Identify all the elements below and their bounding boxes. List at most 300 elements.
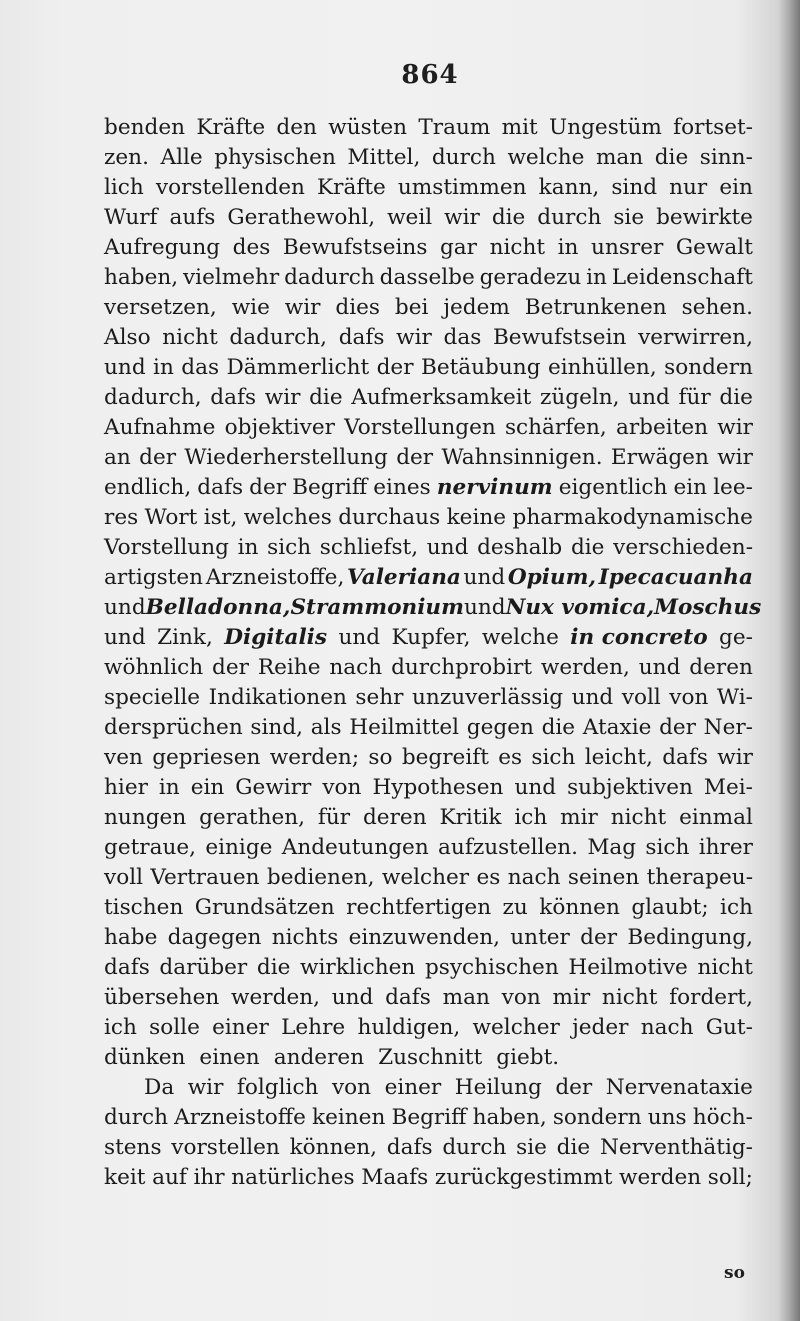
text-line — [104, 593, 762, 623]
word: Heilmotive — [568, 955, 688, 980]
text-line — [104, 203, 753, 233]
word: glaubt; — [631, 895, 709, 920]
word-gap — [185, 1043, 199, 1073]
word: einhüllen, — [547, 355, 657, 380]
word: wir — [717, 445, 753, 470]
word: Dämmerlicht — [226, 355, 370, 380]
word: Aufnahme — [104, 415, 216, 440]
word: Begriff — [391, 1105, 467, 1130]
word: Heilmittel — [349, 715, 460, 740]
word: sehr — [355, 685, 404, 710]
word: sinn- — [699, 145, 753, 170]
text-line — [104, 293, 753, 323]
word: und — [628, 385, 670, 410]
text-line — [104, 683, 753, 713]
word: können, — [289, 1135, 378, 1160]
word: unzuverlässig — [412, 685, 564, 710]
word: Hypothesen — [372, 775, 504, 800]
word: nichts — [271, 925, 339, 950]
word: lich — [104, 175, 144, 200]
word: wöhnlich — [104, 655, 204, 680]
word: durch — [431, 145, 496, 170]
word: bedienen, — [266, 865, 375, 890]
word: anderen — [273, 1045, 365, 1070]
word: des — [232, 235, 271, 260]
word: lee- — [713, 475, 753, 500]
word: verschieden- — [613, 535, 753, 560]
text-line — [104, 563, 753, 593]
word: vielmehr — [182, 265, 280, 290]
text-line — [104, 1163, 753, 1193]
word: in — [153, 355, 174, 380]
word: Vorstellung — [104, 535, 229, 560]
word: dafs — [338, 325, 385, 350]
word: dafs — [662, 745, 708, 770]
word: Arzneistoffe — [174, 1105, 306, 1130]
text-line — [104, 383, 753, 413]
word: welcher — [472, 1015, 560, 1040]
word: wir — [187, 1075, 224, 1100]
word: aufs — [169, 205, 216, 230]
word: der — [555, 1075, 593, 1100]
word: ist, — [203, 505, 238, 530]
word: Aufregung — [104, 235, 221, 260]
word: mir — [560, 805, 598, 830]
word: keit — [104, 1165, 146, 1190]
word: unter — [510, 925, 570, 950]
word: Wi- — [716, 685, 753, 710]
word: von — [501, 985, 541, 1010]
text-line — [104, 1073, 753, 1103]
text-line — [104, 413, 753, 443]
text-line — [104, 713, 753, 743]
word: durch — [442, 1135, 507, 1160]
word: Ungestüm — [549, 115, 662, 140]
word: vorstellen — [171, 1135, 280, 1160]
word: dafs — [385, 985, 431, 1010]
word: und — [426, 535, 469, 560]
word-gap — [260, 1043, 274, 1073]
text-line — [104, 863, 753, 893]
word: sehen. — [681, 295, 753, 320]
word: man — [595, 145, 644, 170]
word: die — [654, 145, 689, 170]
word: in — [237, 535, 259, 560]
word: folglich — [236, 1075, 319, 1100]
text-line — [104, 473, 753, 503]
word: Betäubung — [420, 355, 541, 380]
word: solle — [149, 1015, 200, 1040]
word: die — [491, 205, 526, 230]
word: in — [586, 265, 607, 290]
word: keinen — [312, 1105, 386, 1130]
word: der — [376, 355, 414, 380]
word: sind, — [250, 715, 304, 740]
word: es — [498, 745, 523, 770]
word: benden — [104, 115, 186, 140]
word: zurückgestimmt — [434, 1165, 613, 1190]
text-line — [104, 623, 753, 653]
word: Bedingung, — [627, 925, 753, 950]
word: Mei- — [703, 775, 753, 800]
word: soll; — [707, 1165, 753, 1190]
word: darüber — [159, 955, 248, 980]
page-edge-shadow — [778, 0, 800, 1321]
word: nungen — [104, 805, 187, 830]
word: dasselbe — [379, 265, 475, 290]
word: Bewufstseins — [282, 235, 428, 260]
word: ein — [719, 175, 753, 200]
text-line — [104, 1133, 753, 1163]
text-line — [104, 443, 753, 473]
italic-word: Nux vomica, — [505, 595, 655, 620]
word: sich — [531, 745, 576, 770]
word: Vorstellungen — [344, 415, 496, 440]
word: zügeln, — [539, 385, 620, 410]
word: endlich, — [104, 475, 192, 500]
italic-word: Valeriana — [346, 565, 461, 590]
word: Maafs — [361, 1165, 429, 1190]
word: zu — [502, 895, 528, 920]
word: Vertrauen — [150, 865, 260, 890]
word: wirklichen — [300, 955, 416, 980]
word: sondern — [552, 1105, 642, 1130]
word: gepriesen — [152, 745, 261, 770]
word: ge- — [719, 625, 753, 650]
word: keine — [446, 505, 507, 530]
word: bei — [394, 295, 429, 320]
word: stens — [104, 1135, 162, 1160]
word: Nervenataxie — [605, 1075, 753, 1100]
word: Begriff — [292, 475, 368, 500]
italic-word: in concreto — [570, 625, 708, 650]
text-line — [104, 173, 753, 203]
text-line — [104, 1103, 753, 1133]
text-line — [104, 983, 753, 1013]
word: dersprüchen — [104, 715, 243, 740]
text-line — [104, 323, 753, 353]
word: und — [104, 625, 146, 650]
word: wir — [717, 415, 753, 440]
word-gap — [482, 1043, 496, 1073]
text-line — [104, 233, 753, 263]
word: wüsten — [328, 115, 408, 140]
word: einen — [199, 1045, 260, 1070]
word: mir — [552, 985, 591, 1010]
word: so — [368, 745, 393, 770]
word: Ataxie — [582, 715, 652, 740]
word: übersehen — [104, 985, 220, 1010]
word: von — [669, 685, 709, 710]
word: Kupfer, — [391, 625, 471, 650]
word: und — [338, 625, 381, 650]
word: ihr — [193, 1165, 225, 1190]
word: nur — [669, 175, 708, 200]
word: nicht — [489, 235, 546, 260]
word: nach — [507, 865, 561, 890]
word: es — [476, 865, 501, 890]
word: die — [570, 535, 605, 560]
text-line — [104, 743, 753, 773]
word: Kräfte — [317, 175, 386, 200]
word: die — [541, 715, 576, 740]
word: werden; — [269, 745, 360, 770]
word: Zuschnitt — [378, 1045, 483, 1070]
word: man — [442, 985, 490, 1010]
word: nach — [640, 1015, 694, 1040]
word: habe — [104, 925, 158, 950]
word: Da — [144, 1075, 175, 1100]
word: psychischen — [424, 955, 559, 980]
word: höch- — [692, 1105, 753, 1130]
word: haben, — [472, 1105, 547, 1130]
word: werden — [619, 1165, 702, 1190]
word: fordert, — [669, 985, 753, 1010]
word: Bewufstsein — [492, 325, 627, 350]
word: welches — [243, 505, 332, 530]
word: Kritik — [439, 805, 502, 830]
word: Mag — [587, 835, 637, 860]
word: pharmakodynamische — [512, 505, 753, 530]
word: Traum — [418, 115, 491, 140]
word: uns — [647, 1105, 687, 1130]
italic-word: Moschus — [654, 595, 762, 620]
word: Nerventhätig- — [599, 1135, 753, 1160]
word: physischen — [214, 145, 336, 170]
word: dafs — [386, 1135, 433, 1160]
word: Andeutungen — [281, 835, 429, 860]
word: getraue, — [104, 835, 197, 860]
word: voll — [621, 685, 661, 710]
word: und — [331, 985, 374, 1010]
word: und — [638, 655, 681, 680]
word: hier — [104, 775, 148, 800]
word: nicht — [162, 325, 218, 350]
word: durch — [537, 205, 602, 230]
text-line — [104, 833, 753, 863]
word: verwirren, — [638, 325, 753, 350]
italic-word: nervinum — [436, 475, 553, 500]
text-line — [104, 1013, 753, 1043]
word: giebt. — [496, 1045, 560, 1070]
word: sie — [613, 205, 645, 230]
word: einzuwenden, — [348, 925, 500, 950]
word: bewirkte — [656, 205, 753, 230]
word: Wurf — [104, 205, 158, 230]
word: sie — [516, 1135, 547, 1160]
word: Wort — [144, 505, 198, 530]
word: sich — [267, 535, 312, 560]
word: Ner- — [703, 715, 753, 740]
word: eines — [373, 475, 431, 500]
word: Zink, — [157, 625, 213, 650]
word: nicht — [601, 985, 658, 1010]
word: fortset- — [673, 115, 753, 140]
word: leicht, — [584, 745, 653, 770]
word: der — [580, 925, 618, 950]
word: einer — [384, 1075, 442, 1100]
word: ich — [104, 1015, 137, 1040]
word: der — [212, 655, 249, 680]
word: gegen — [466, 715, 534, 740]
word: haben, — [104, 265, 179, 290]
word: subjektiven — [567, 775, 693, 800]
word: res — [104, 505, 139, 530]
word: und — [104, 355, 146, 380]
word: Erwägen — [610, 445, 709, 470]
word: welche — [507, 145, 585, 170]
word: für — [678, 385, 711, 410]
word: dünken — [104, 1045, 186, 1070]
word: Gewirr — [235, 775, 312, 800]
word: wie — [231, 295, 270, 320]
word: zen. — [104, 145, 149, 170]
word: geradezu — [479, 265, 582, 290]
text-line — [104, 803, 753, 833]
word: begreift — [401, 745, 489, 770]
word: umstimmen — [397, 175, 527, 200]
catchword: so — [724, 1263, 745, 1283]
word: jeder — [572, 1015, 629, 1040]
word: dafs — [104, 955, 150, 980]
word: einer — [212, 1015, 269, 1040]
word: ein — [190, 775, 225, 800]
word: wir — [444, 205, 480, 230]
italic-word: Ipecacuanha — [598, 565, 753, 590]
word: tischen — [104, 895, 184, 920]
word: mit — [501, 115, 538, 140]
word: die — [256, 955, 291, 980]
word: Heilung — [454, 1075, 542, 1100]
word: sich — [645, 835, 690, 860]
word: dagegen — [167, 925, 262, 950]
word: kann, — [538, 175, 600, 200]
word: werden, — [231, 985, 320, 1010]
word: schärfen, — [504, 415, 607, 440]
word: Gerathewohl, — [227, 205, 376, 230]
word: Alle — [160, 145, 203, 170]
word: nicht — [610, 805, 667, 830]
word: Wiederherstellung — [184, 445, 388, 470]
word: nach — [329, 655, 383, 680]
word: das — [181, 355, 220, 380]
word: dafs — [210, 385, 257, 410]
word: die — [309, 385, 343, 410]
word: wir — [284, 295, 321, 320]
word: Betrunkenen — [524, 295, 667, 320]
word: rechtfertigen — [346, 895, 492, 920]
word: dadurch — [284, 265, 375, 290]
body-text — [104, 113, 762, 1193]
word: für — [317, 805, 351, 830]
word: als — [310, 715, 342, 740]
italic-word: Belladonna, — [145, 595, 291, 620]
word: und — [514, 775, 557, 800]
word: der — [139, 445, 177, 470]
word: deshalb — [477, 535, 563, 560]
word: jedem — [443, 295, 510, 320]
word: objektiver — [224, 415, 335, 440]
word: Wahnsinnigen. — [441, 445, 603, 470]
text-line — [104, 1043, 753, 1073]
word: der — [659, 715, 696, 740]
word: eigentlich — [558, 475, 668, 500]
word: Indikationen — [208, 685, 347, 710]
word: wir — [717, 745, 753, 770]
word: huldigen, — [357, 1015, 461, 1040]
word: welcher — [381, 865, 470, 890]
text-line — [104, 533, 753, 563]
word: das — [443, 325, 482, 350]
word: ein — [673, 475, 708, 500]
word: den — [276, 115, 317, 140]
word: und — [571, 685, 614, 710]
word: die — [556, 1135, 591, 1160]
word: durchprobirt — [391, 655, 532, 680]
word: aufzustellen. — [438, 835, 579, 860]
word: dadurch, — [229, 325, 328, 350]
word: Kräfte — [196, 115, 266, 140]
word: deren — [362, 805, 427, 830]
word: Mittel, — [347, 145, 421, 170]
word-gap — [364, 1043, 378, 1073]
word: unsrer — [591, 235, 664, 260]
word: ich — [720, 895, 753, 920]
text-line — [104, 893, 753, 923]
italic-word: Opium, — [507, 565, 596, 590]
word: Aufmerksamkeit — [351, 385, 532, 410]
text-line — [104, 923, 753, 953]
word: nicht — [697, 955, 753, 980]
text-line — [104, 353, 753, 383]
word: die — [719, 385, 753, 410]
word: der — [249, 475, 287, 500]
word: Lehre — [281, 1015, 346, 1040]
text-line — [104, 953, 753, 983]
word: von — [331, 1075, 372, 1100]
word: voll — [104, 865, 144, 890]
word: Also — [104, 325, 151, 350]
word: deren — [689, 655, 753, 680]
word: der — [396, 445, 434, 470]
word: natürliches — [231, 1165, 355, 1190]
word: schliefst, — [319, 535, 419, 560]
word: ven — [104, 745, 143, 770]
word: und — [463, 565, 506, 590]
text-line — [104, 773, 753, 803]
text-line — [104, 143, 753, 173]
word: weil — [387, 205, 433, 230]
text-line — [104, 113, 753, 143]
word: ich — [514, 805, 548, 830]
word: dadurch, — [104, 385, 202, 410]
word: einmal — [679, 805, 753, 830]
word: seinen — [567, 865, 640, 890]
word: und — [104, 595, 146, 620]
word: werden, — [540, 655, 630, 680]
word: sondern — [664, 355, 753, 380]
word: Leidenschaft — [611, 265, 753, 290]
word: gar — [439, 235, 478, 260]
word: von — [322, 775, 362, 800]
text-line — [104, 503, 753, 533]
word: versetzen, — [104, 295, 217, 320]
word: Gewalt — [675, 235, 753, 260]
italic-word: Digitalis — [224, 625, 328, 650]
text-line — [104, 263, 753, 293]
word: dies — [335, 295, 380, 320]
word: wir — [396, 325, 432, 350]
